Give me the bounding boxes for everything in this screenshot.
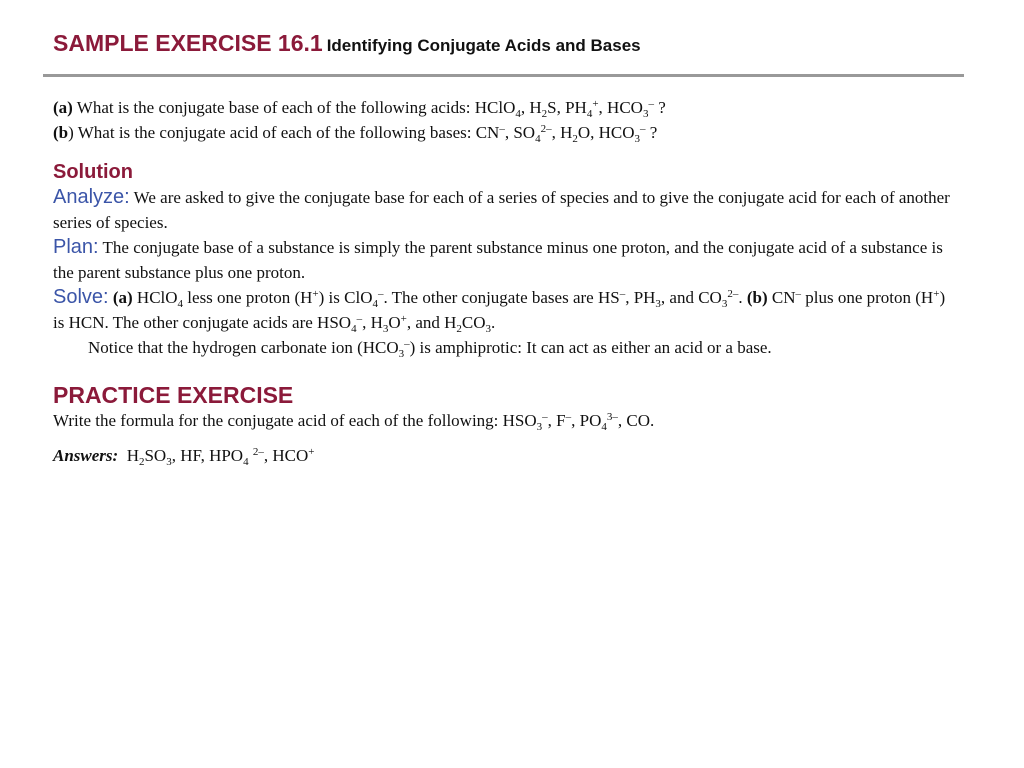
analyze-label: Analyze: xyxy=(53,186,130,208)
exercise-number: SAMPLE EXERCISE 16.1 xyxy=(53,30,323,56)
question-a-text: What is the conjugate base of each of the following acids: HClO xyxy=(76,98,516,117)
solve-a-label: (a) xyxy=(112,288,133,307)
practice-heading: PRACTICE EXERCISE xyxy=(53,382,294,408)
question-b-close: ) xyxy=(68,123,74,142)
answers-label: Answers: xyxy=(53,446,119,465)
practice-block xyxy=(53,383,953,468)
exercise-header xyxy=(53,30,641,57)
analyze-text: We are asked to give the conjugate base for each of a series of species and to give the conjugate acid for each of another series of species. xyxy=(53,188,950,232)
question-b-label: (b xyxy=(53,123,69,142)
notice-text: Notice that the hydrogen carbonate ion (HCO xyxy=(88,338,399,357)
solution-block xyxy=(53,160,953,360)
solve-paragraph: Solve: (a) HClO$_4$ less one proton (H+) is ClO$_4$–. The other conjugate bases are HS–, $PH_3$, and $CO_3^{2-}$. (b) CN– plus one proton (H+) is HCN. The other conjugate acids are $HSO_4^-$, $H_3O^+$, and $H_2CO_3$. xyxy=(53,286,946,335)
plan-text: The conjugate base of a substance is simply the parent substance minus one proton, and the conjugate acid of a substance is the parent substance plus one proton. xyxy=(53,238,943,282)
analyze-paragraph xyxy=(53,185,953,235)
notice-paragraph: Notice that the hydrogen carbonate ion $(HCO_3^-)$ is amphiprotic: It can act as either an acid or a base. xyxy=(88,338,772,360)
plan-paragraph xyxy=(53,235,953,285)
plan-label: Plan: xyxy=(53,236,99,258)
header-divider xyxy=(43,74,964,77)
question-block xyxy=(53,95,953,145)
solution-heading: Solution xyxy=(53,161,133,183)
solve-b-label: (b) xyxy=(746,288,768,307)
exercise-title: Identifying Conjugate Acids and Bases xyxy=(326,36,641,55)
practice-prompt-text: Write the formula for the conjugate acid of each of the following: HSO xyxy=(53,411,537,430)
answers-line: Answers: $H_2SO_3$, HF, $HPO_4$ $^{2-}$, HCO+ xyxy=(53,446,315,468)
question-a-label: (a) xyxy=(53,98,73,117)
question-a: (a) What is the conjugate base of each of the following acids: HClO$_4$, $H_2S$, $PH_4^+$, $HCO_3^-$ ? xyxy=(53,98,666,120)
question-b: (b) What is the conjugate acid of each of the following bases: CN–, $SO_4^{2-}$, $H_2O$, $HCO_3^-$ ? xyxy=(53,123,658,145)
solve-label: Solve: xyxy=(53,286,109,308)
question-b-text: What is the conjugate acid of each of the following bases: CN xyxy=(77,123,500,142)
practice-prompt: Write the formula for the conjugate acid of each of the following: $HSO_3^-$, F–, $PO_4^{3-}$, CO. xyxy=(53,411,655,433)
